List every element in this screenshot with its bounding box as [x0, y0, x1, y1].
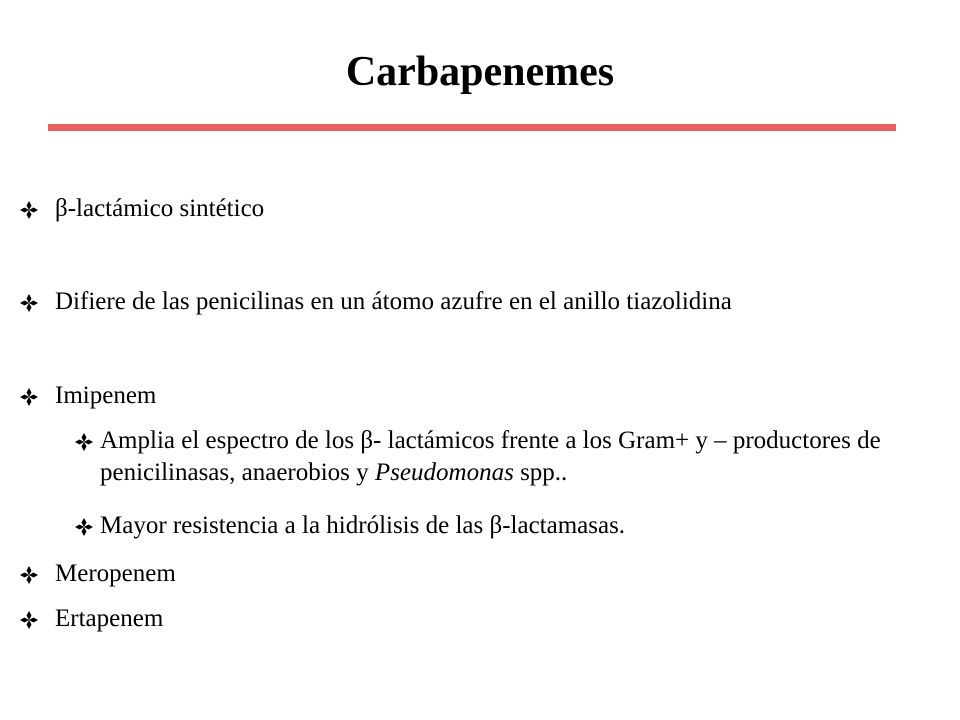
slide-title: Carbapenemes	[345, 49, 615, 95]
italic-organism-name: Pseudomonas	[374, 459, 514, 486]
bullet-text: Ertapenem	[55, 605, 164, 632]
four-diamond-bullet-icon	[75, 518, 93, 536]
sub-bullet-item	[75, 510, 935, 542]
four-diamond-bullet-icon	[20, 611, 38, 629]
sub-bullet-item	[75, 425, 935, 489]
bullet-text: β-lactámico sintético	[55, 195, 265, 222]
bullet-item	[20, 380, 940, 412]
title-divider	[48, 124, 896, 131]
four-diamond-bullet-icon	[75, 433, 93, 451]
bullet-text: Mayor resistencia a la hidrólisis de las β-lactamasas.	[100, 512, 626, 539]
bullet-text: Imipenem	[55, 382, 157, 409]
bullet-text-part: Amplia el espectro de los β- lactámicos frente a los Gram+ y – productores de penicilinasas, anaerobios y	[100, 427, 881, 486]
four-diamond-bullet-icon	[20, 294, 38, 312]
bullet-text: Meropenem	[55, 560, 176, 587]
four-diamond-bullet-icon	[20, 566, 38, 584]
bullet-text: Difiere de las penicilinas en un átomo azufre en el anillo tiazolidina	[55, 288, 732, 315]
bullet-item	[20, 286, 940, 318]
bullet-text	[100, 425, 935, 489]
bullet-text-part: spp..	[513, 459, 568, 486]
bullet-item	[20, 193, 940, 225]
four-diamond-bullet-icon	[20, 201, 38, 219]
bullet-item	[20, 558, 940, 590]
four-diamond-bullet-icon	[20, 388, 38, 406]
bullet-item	[20, 603, 940, 635]
